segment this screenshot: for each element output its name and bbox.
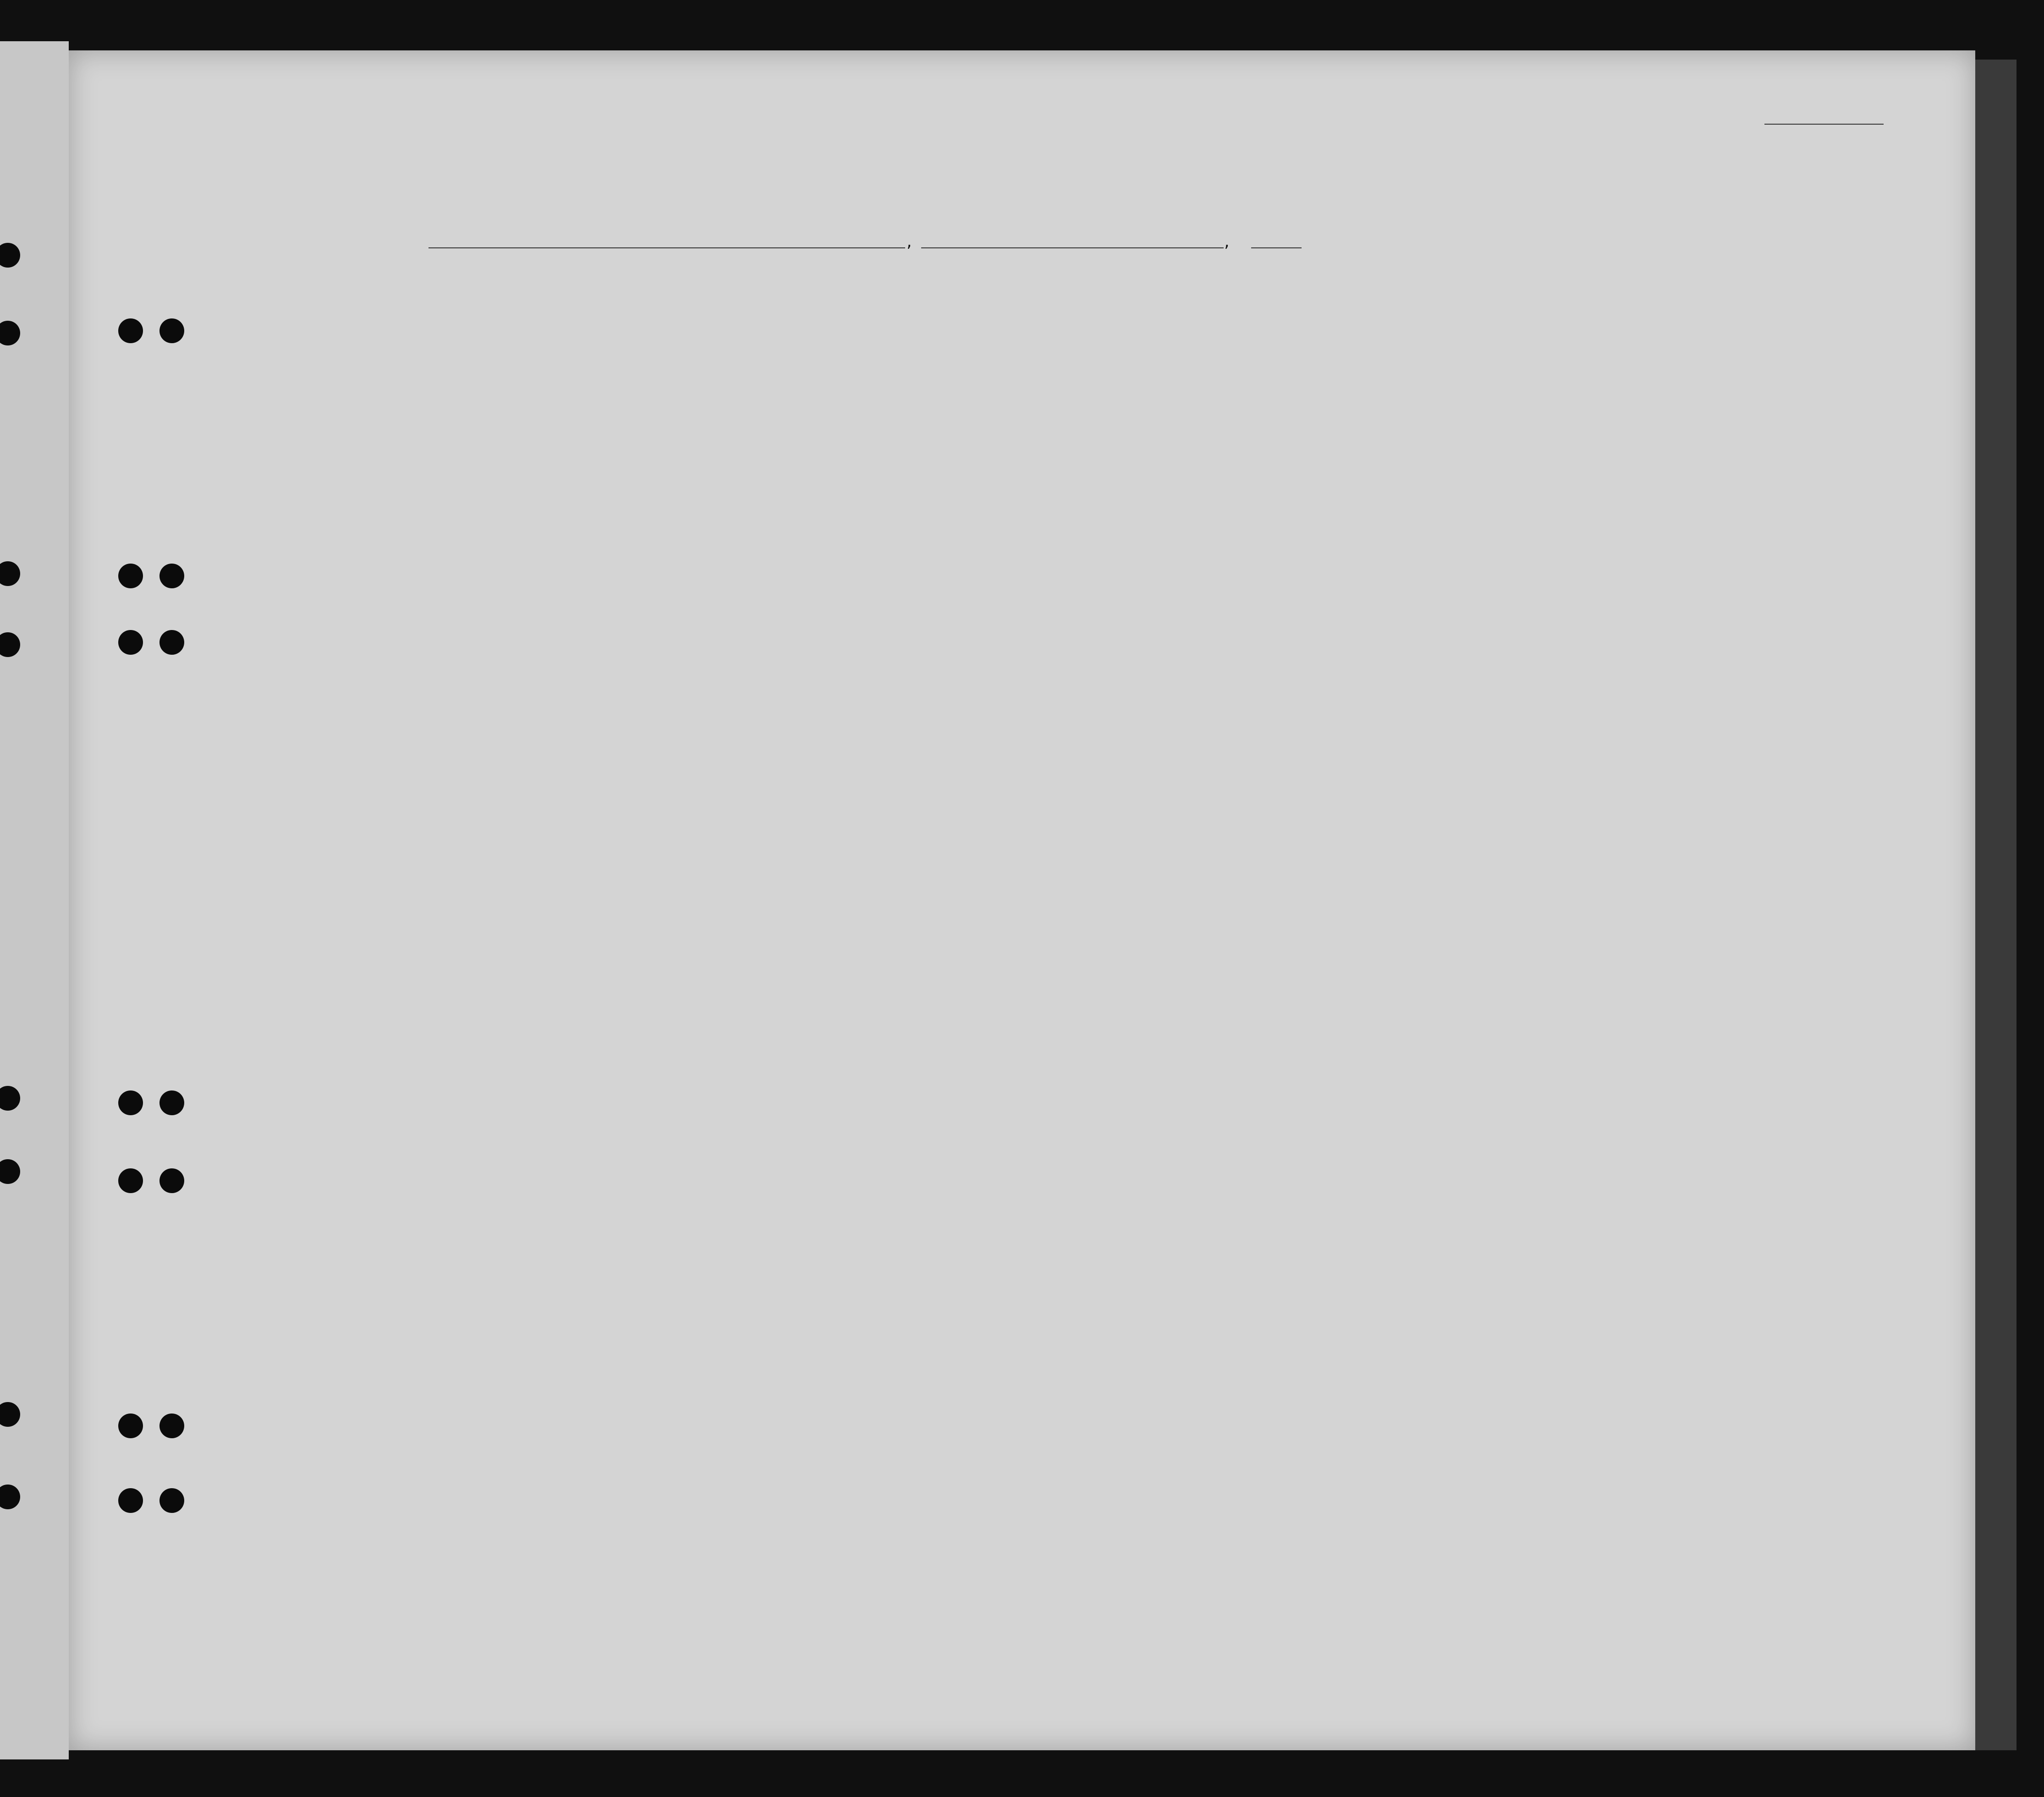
- header-intends-return: [1169, 324, 1191, 430]
- header-polygamist: [1345, 316, 1357, 431]
- header-labor-contract: [1437, 316, 1469, 431]
- header-fifty-dollars: [770, 312, 788, 431]
- header-deported: [1480, 316, 1505, 431]
- header-ticket: [660, 312, 677, 431]
- header-feet: [1626, 408, 1635, 431]
- comma: ,: [905, 235, 914, 251]
- header-intends-citizen: [1278, 324, 1300, 430]
- header-overthrow: [1393, 316, 1430, 431]
- header-prison: [1311, 316, 1338, 431]
- header-length-of-stay: [1221, 324, 1243, 430]
- header-inches: [1646, 399, 1655, 431]
- comma: ,: [1223, 235, 1231, 251]
- header-anarchist: [1368, 316, 1380, 431]
